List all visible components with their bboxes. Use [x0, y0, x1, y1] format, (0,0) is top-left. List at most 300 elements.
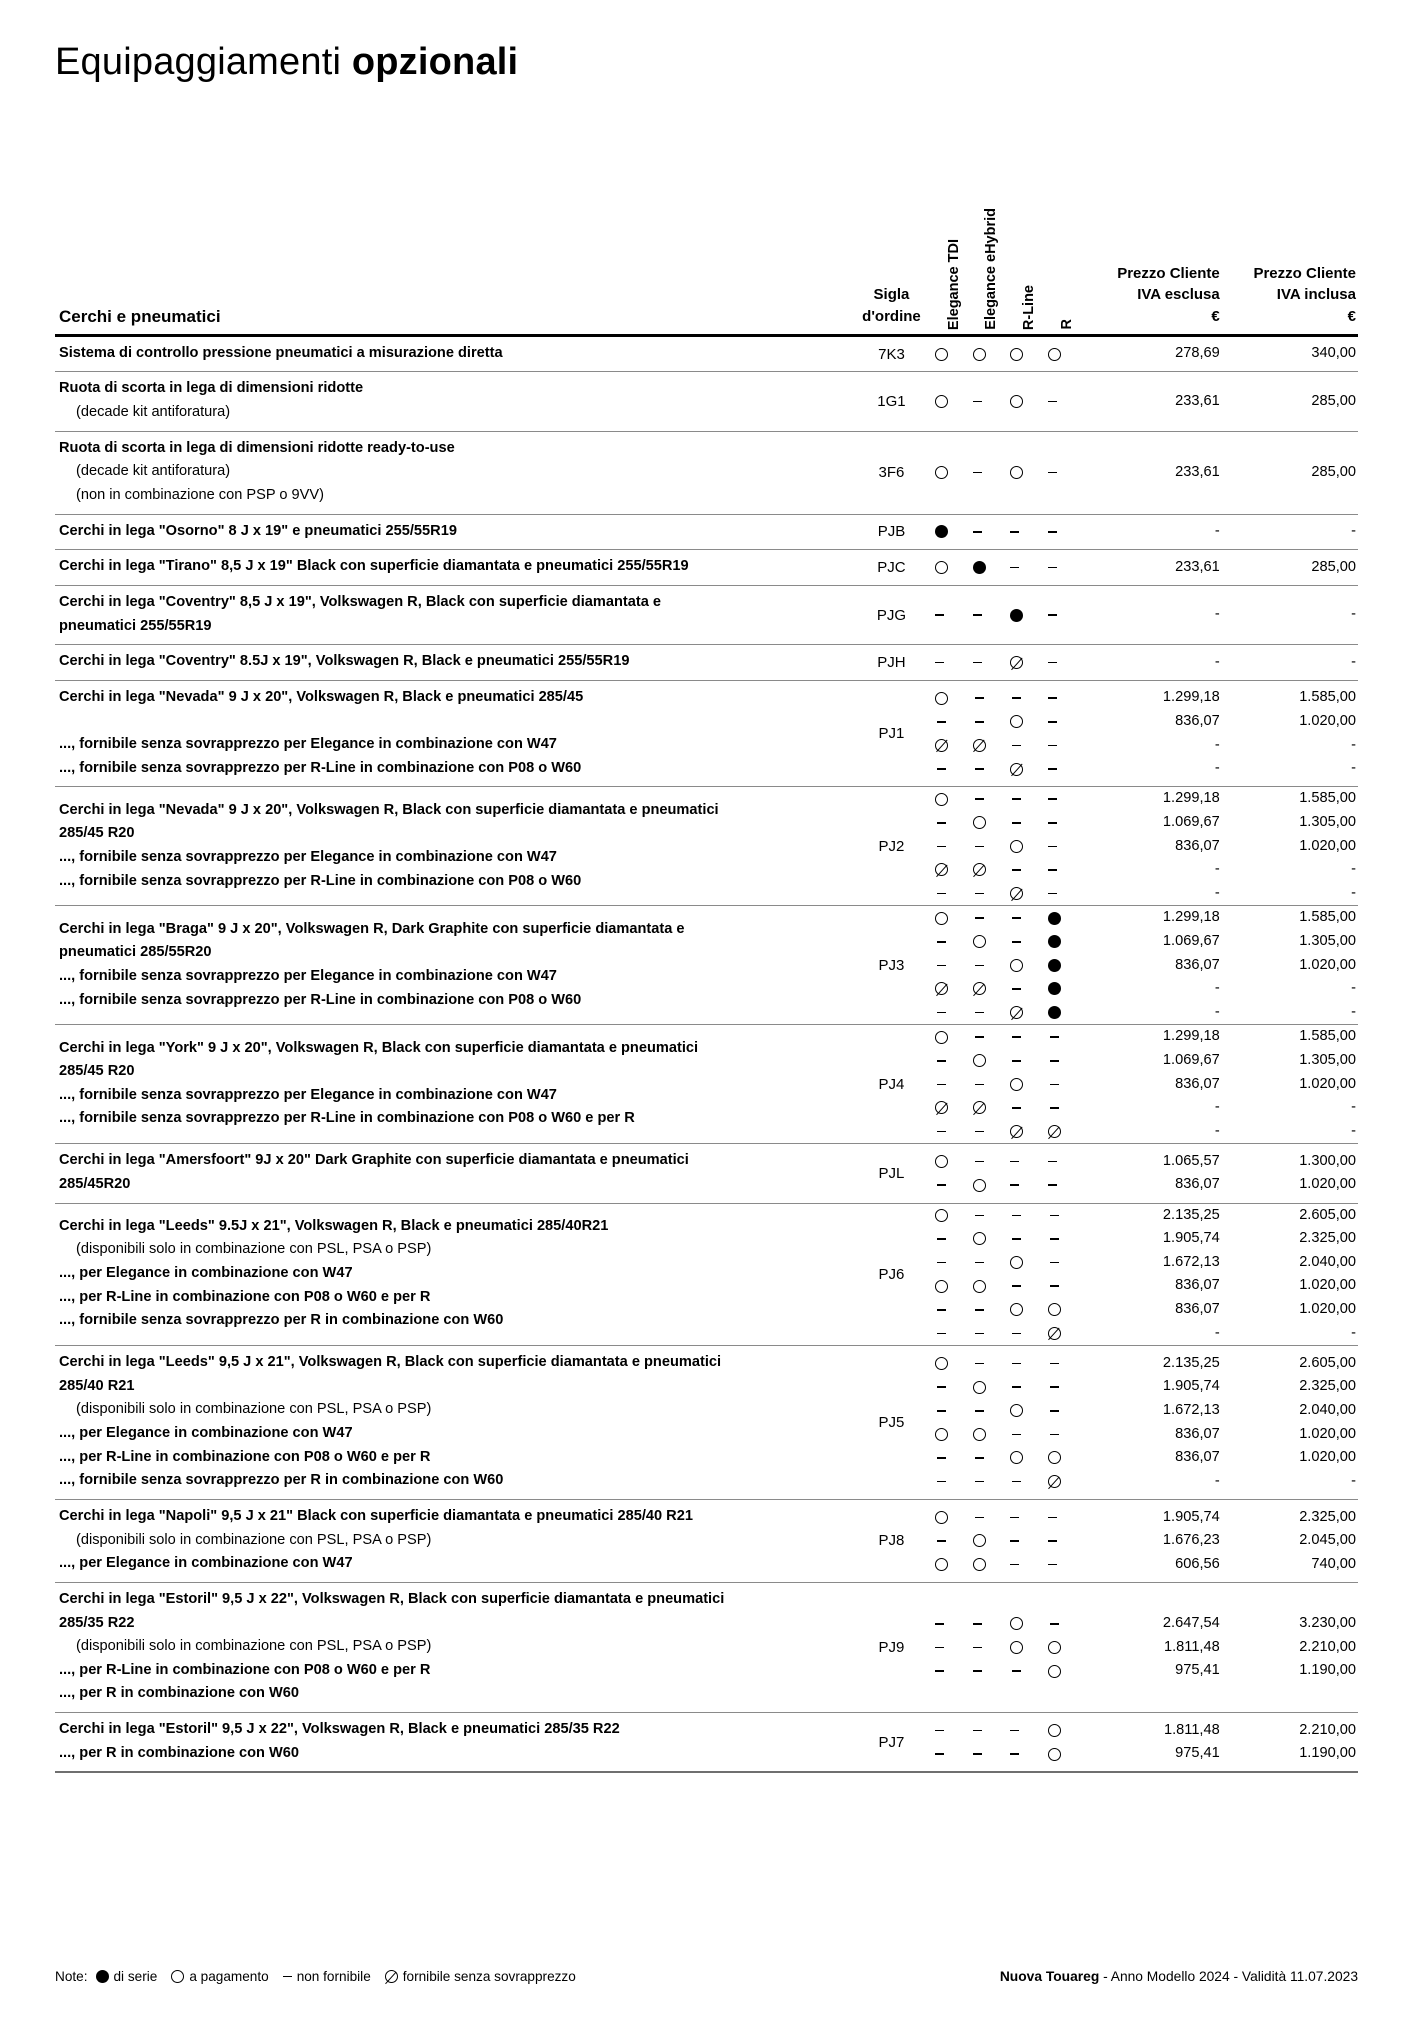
symbol-unavailable-icon: [975, 1131, 984, 1133]
availability-symbol: [973, 686, 986, 710]
availability-symbol: [973, 930, 986, 954]
symbol-paid-icon: [973, 348, 986, 361]
availability-cell: [1010, 335, 1048, 372]
price-value: 975,41: [1175, 1662, 1220, 1679]
availability-cell: [973, 906, 1011, 1025]
availability-symbol: [1010, 390, 1023, 414]
symbol-unavailable-icon: [1050, 1386, 1059, 1388]
availability-symbol: [973, 1204, 986, 1228]
availability-symbol: [1010, 734, 1023, 758]
availability-symbol: [973, 461, 982, 485]
price-value: 1.585,00: [1299, 790, 1356, 807]
symbol-unavailable-icon: [975, 1517, 984, 1519]
description-line: Cerchi in lega "Estoril" 9,5 J x 22", Volkswagen R, Black e pneumatici 285/35 R22: [59, 1721, 620, 1738]
price-incl-cell: [1222, 787, 1358, 906]
price-value: 836,07: [1175, 837, 1220, 854]
availability-symbol: [973, 1612, 982, 1636]
row-description: [55, 1346, 848, 1500]
description-line: ..., fornibile senza sovrapprezzo per Elegance in combinazione con W47: [59, 1086, 557, 1103]
symbol-unavailable-icon: [975, 1084, 984, 1086]
legend-item: [96, 1969, 158, 1984]
availability-symbol: [935, 1251, 948, 1275]
rline-label: R-Line: [1020, 284, 1037, 330]
row-description: [55, 585, 848, 644]
availability-symbol: [1048, 882, 1057, 906]
price-incl-cell: [1222, 1144, 1358, 1203]
symbol-paid-icon: [935, 348, 948, 361]
description-line: Cerchi in lega "Coventry" 8.5J x 19", Volkswagen R, Black e pneumatici 255/55R19: [59, 653, 630, 670]
price-value: 836,07: [1175, 1449, 1220, 1466]
symbol-unavailable-icon: [1048, 401, 1057, 403]
availability-symbol: [1048, 1612, 1061, 1636]
symbol-unavailable-icon: [937, 846, 946, 848]
availability-symbol: [935, 1352, 948, 1376]
price-value: 1.020,00: [1299, 1075, 1356, 1092]
availability-symbol: [973, 1375, 986, 1399]
symbol-unavailable-icon: [1012, 869, 1021, 871]
price-excl-cell: [1086, 585, 1222, 644]
column-header-sigla: [848, 180, 935, 336]
order-code: PJ5: [848, 1346, 935, 1500]
availability-cell: [973, 787, 1011, 906]
availability-symbol: [935, 1001, 948, 1025]
availability-symbol: [973, 882, 986, 906]
symbol-unavailable-icon: [937, 1060, 946, 1062]
price-value: 836,07: [1175, 1075, 1220, 1092]
availability-symbol: [1010, 835, 1023, 859]
table-row: [55, 514, 1358, 550]
price-value: 836,07: [1175, 713, 1220, 730]
symbol-no-surcharge-icon: [973, 739, 986, 752]
symbol-unavailable-icon: [975, 893, 984, 895]
description-line: 285/40 R21: [59, 1377, 135, 1394]
table-row: [55, 431, 1358, 514]
availability-symbol: [973, 1636, 982, 1660]
row-description: [55, 372, 848, 431]
availability-symbol: [973, 906, 986, 930]
row-description: [55, 1582, 848, 1712]
availability-symbol: [935, 1553, 948, 1577]
price-value: -: [1351, 653, 1356, 670]
availability-symbol: [1048, 710, 1057, 734]
price-value: -: [1214, 736, 1220, 753]
symbol-unavailable-icon: [975, 798, 984, 800]
row-description: [55, 1713, 848, 1773]
availability-symbol: [935, 556, 948, 580]
price-excl-cell: [1086, 1500, 1222, 1583]
availability-cell: [1010, 585, 1048, 644]
description-line: Cerchi in lega "Nevada" 9 J x 20", Volkswagen R, Black con superficie diamantata e pneumatici: [59, 801, 719, 818]
price-value: -: [1351, 1324, 1356, 1341]
availability-symbol: [973, 710, 986, 734]
availability-symbol: [973, 1446, 986, 1470]
availability-symbol: [935, 906, 948, 930]
price-value: 1.020,00: [1299, 713, 1356, 730]
symbol-standard-icon: [1048, 959, 1061, 972]
availability-symbol: [973, 1742, 982, 1766]
availability-symbol: [1048, 1399, 1061, 1423]
price-excl-cell: [1086, 1346, 1222, 1500]
availability-symbol: [1048, 977, 1061, 1001]
availability-symbol: [973, 858, 986, 882]
description-line: Cerchi in lega "Napoli" 9,5 J x 21" Black con superficie diamantata e pneumatici 285/40 R21: [59, 1508, 693, 1524]
price-incl-line2: IVA inclusa: [1276, 286, 1356, 304]
availability-symbol: [973, 1423, 986, 1447]
availability-cell: [935, 680, 973, 787]
symbol-unavailable-icon: [1010, 1540, 1019, 1542]
price-incl-cell: [1222, 514, 1358, 550]
description-line: ..., per R-Line in combinazione con P08 o W60 e per R: [59, 1661, 431, 1678]
availability-symbol: [935, 1150, 948, 1174]
symbol-unavailable-icon: [975, 1012, 984, 1014]
symbol-unavailable-icon: [937, 822, 946, 824]
symbol-unavailable-icon: [937, 768, 946, 770]
availability-symbol: [935, 1470, 948, 1494]
symbol-unavailable-icon: [283, 1976, 292, 1978]
price-value: 1.020,00: [1299, 837, 1356, 854]
availability-cell: [1010, 906, 1048, 1025]
symbol-unavailable-icon: [937, 1084, 946, 1086]
price-value: 285,00: [1311, 392, 1356, 409]
price-incl-cell: [1222, 1203, 1358, 1346]
row-description: [55, 550, 848, 586]
symbol-unavailable-icon: [1012, 917, 1021, 919]
symbol-unavailable-icon: [1050, 1262, 1059, 1264]
availability-symbol: [1010, 1025, 1023, 1049]
availability-cell: [973, 1025, 1011, 1144]
row-description: [55, 514, 848, 550]
availability-symbol: [1010, 1227, 1023, 1251]
description-line: ..., fornibile senza sovrapprezzo per R-Line in combinazione con P08 o W60: [59, 872, 582, 889]
availability-cell: [973, 1346, 1011, 1500]
price-value: 836,07: [1175, 956, 1220, 973]
row-description: [55, 787, 848, 906]
price-excl-line1: Prezzo Cliente: [1117, 264, 1220, 282]
availability-symbol: [935, 734, 948, 758]
description-line: Ruota di scorta in lega di dimensioni ridotte ready-to-use: [59, 439, 455, 456]
symbol-unavailable-icon: [1012, 1107, 1021, 1109]
sigla-line2: d'ordine: [862, 308, 921, 326]
symbol-no-surcharge-icon: [935, 1101, 948, 1114]
price-value: -: [1214, 606, 1220, 623]
availability-symbol: [935, 520, 948, 544]
availability-symbol: [935, 1506, 948, 1530]
availability-symbol: [1048, 1274, 1061, 1298]
availability-symbol: [973, 556, 986, 580]
availability-symbol: [1010, 1470, 1023, 1494]
symbol-standard-icon: [973, 561, 986, 574]
symbol-paid-icon: [935, 1428, 948, 1441]
availability-symbol: [935, 757, 948, 781]
column-header-elegance-tdi: [935, 180, 973, 336]
availability-symbol: [935, 1120, 948, 1144]
symbol-unavailable-icon: [1048, 1564, 1057, 1566]
availability-symbol: [935, 1096, 948, 1120]
availability-symbol: [935, 1742, 944, 1766]
availability-symbol: [935, 1298, 948, 1322]
price-value: -: [1351, 1472, 1356, 1489]
symbol-unavailable-icon: [1050, 1084, 1059, 1086]
availability-symbol: [973, 1352, 986, 1376]
symbol-unavailable-icon: [1010, 1753, 1019, 1755]
availability-cell: [973, 1582, 1011, 1712]
symbol-unavailable-icon: [1048, 614, 1057, 616]
availability-cell: [1010, 1713, 1048, 1773]
availability-cell: [973, 645, 1011, 681]
availability-symbol: [1048, 1298, 1061, 1322]
price-value: -: [1214, 861, 1220, 878]
symbol-unavailable-icon: [1012, 1670, 1021, 1672]
symbol-paid-icon: [935, 1031, 948, 1044]
price-value: 740,00: [1311, 1555, 1356, 1572]
description-line: 285/45 R20: [59, 1063, 135, 1080]
availability-symbol: [973, 1049, 986, 1073]
symbol-paid-icon: [1010, 959, 1023, 972]
price-value: -: [1351, 861, 1356, 878]
symbol-unavailable-icon: [1048, 893, 1057, 895]
description-line: ..., per R in combinazione con W60: [59, 1685, 300, 1702]
symbol-no-surcharge-icon: [973, 863, 986, 876]
symbol-unavailable-icon: [1048, 798, 1057, 800]
symbol-unavailable-icon: [1010, 567, 1019, 569]
price-value: 1.069,67: [1162, 1051, 1220, 1068]
availability-symbol: [935, 1375, 948, 1399]
description-line: ..., per R-Line in combinazione con P08 o W60 e per R: [59, 1448, 431, 1465]
availability-cell: [935, 645, 973, 681]
availability-symbol: [1048, 906, 1061, 930]
availability-symbol: [973, 1322, 986, 1346]
availability-symbol: [1048, 930, 1061, 954]
price-value: 2.605,00: [1299, 1206, 1356, 1223]
symbol-unavailable-icon: [937, 1238, 946, 1240]
price-value: 1.069,67: [1162, 932, 1220, 949]
symbol-unavailable-icon: [937, 1131, 946, 1133]
price-value: -: [1214, 653, 1220, 670]
availability-symbol: [935, 1173, 948, 1197]
price-value: 1.672,13: [1162, 1253, 1220, 1270]
description-line: (disponibili solo in combinazione con PSL, PSA o PSP): [76, 1241, 432, 1258]
symbol-paid-icon: [1048, 1665, 1061, 1678]
availability-symbol: [973, 1150, 986, 1174]
table-row: [55, 335, 1358, 372]
symbol-unavailable-icon: [937, 1457, 946, 1459]
availability-cell: [1048, 787, 1086, 906]
table-row: [55, 372, 1358, 431]
description-line: (decade kit antiforatura): [76, 404, 231, 421]
price-value: 1.585,00: [1299, 689, 1356, 706]
availability-symbol: [1010, 1096, 1023, 1120]
symbol-unavailable-icon: [937, 893, 946, 895]
availability-symbol: [1048, 1375, 1061, 1399]
symbol-paid-icon: [1010, 840, 1023, 853]
symbol-paid-icon: [171, 1970, 184, 1983]
availability-symbol: [973, 1274, 986, 1298]
price-excl-cell: [1086, 645, 1222, 681]
symbol-paid-icon: [1010, 1303, 1023, 1316]
symbol-unavailable-icon: [1048, 869, 1057, 871]
availability-symbol: [1010, 930, 1023, 954]
availability-cell: [973, 372, 1011, 431]
symbol-unavailable-icon: [975, 917, 984, 919]
symbol-paid-icon: [935, 692, 948, 705]
symbol-unavailable-icon: [975, 1309, 984, 1311]
availability-symbol: [1048, 651, 1057, 675]
symbol-unavailable-icon: [1012, 941, 1021, 943]
order-code: PJL: [848, 1144, 935, 1203]
price-value: 2.135,25: [1162, 1354, 1220, 1371]
legend-item: [171, 1969, 268, 1984]
symbol-unavailable-icon: [937, 941, 946, 943]
description-line: Sistema di controllo pressione pneumatici a misurazione diretta: [59, 344, 503, 361]
price-excl-cell: [1086, 1713, 1222, 1773]
symbol-unavailable-icon: [1012, 1333, 1021, 1335]
symbol-unavailable-icon: [973, 531, 982, 533]
price-incl-cell: [1222, 372, 1358, 431]
availability-cell: [1010, 1144, 1048, 1203]
symbol-standard-icon: [1048, 912, 1061, 925]
price-incl-cell: [1222, 906, 1358, 1025]
availability-symbol: [1010, 1506, 1019, 1530]
availability-cell: [935, 1144, 973, 1203]
availability-symbol: [1048, 1470, 1061, 1494]
symbol-paid-icon: [973, 816, 986, 829]
symbol-no-surcharge-icon: [973, 1101, 986, 1114]
symbol-paid-icon: [935, 1357, 948, 1370]
symbol-unavailable-icon: [1010, 1184, 1019, 1186]
column-header-elegance-ehybrid: [973, 180, 1011, 336]
availability-symbol: [1010, 757, 1023, 781]
price-excl-cell: [1086, 906, 1222, 1025]
symbol-no-surcharge-icon: [973, 982, 986, 995]
order-code: PJH: [848, 645, 935, 681]
price-value: -: [1351, 523, 1356, 540]
symbol-no-surcharge-icon: [1048, 1125, 1061, 1138]
price-incl-cell: [1222, 431, 1358, 514]
availability-symbol: [935, 1612, 944, 1636]
price-value: 233,61: [1175, 392, 1220, 409]
symbol-unavailable-icon: [973, 1753, 982, 1755]
page-title: [55, 42, 1358, 84]
availability-symbol: [973, 390, 982, 414]
symbol-paid-icon: [935, 1155, 948, 1168]
price-value: -: [1351, 1122, 1356, 1139]
symbol-unavailable-icon: [1012, 988, 1021, 990]
availability-symbol: [1048, 1553, 1057, 1577]
symbol-paid-icon: [1010, 1404, 1023, 1417]
price-value: -: [1214, 1099, 1220, 1116]
symbol-paid-icon: [973, 1232, 986, 1245]
availability-symbol: [973, 811, 986, 835]
price-value: 285,00: [1311, 558, 1356, 575]
availability-symbol: [935, 811, 948, 835]
availability-symbol: [1048, 811, 1057, 835]
description-line: [59, 709, 842, 733]
price-excl-cell: [1086, 335, 1222, 372]
availability-cell: [1010, 550, 1048, 586]
table-row: [55, 550, 1358, 586]
row-description: [55, 1025, 848, 1144]
symbol-unavailable-icon: [935, 1730, 944, 1732]
price-excl-cell: [1086, 1144, 1222, 1203]
symbol-unavailable-icon: [973, 614, 982, 616]
availability-symbol: [935, 1423, 948, 1447]
symbol-paid-icon: [973, 1054, 986, 1067]
price-value: 2.135,25: [1162, 1206, 1220, 1223]
symbol-unavailable-icon: [975, 965, 984, 967]
symbol-unavailable-icon: [1012, 697, 1021, 699]
table-header: [55, 180, 1358, 336]
availability-symbol: [1010, 1073, 1023, 1097]
symbol-unavailable-icon: [1050, 1215, 1059, 1217]
availability-symbol: [1010, 1322, 1023, 1346]
availability-symbol: [973, 1001, 986, 1025]
price-value: 975,41: [1175, 1745, 1220, 1762]
description-line: Cerchi in lega "Coventry" 8,5 J x 19", Volkswagen R, Black con superficie diamantata e: [59, 593, 662, 610]
availability-symbol: [1048, 1322, 1061, 1346]
description-line: Cerchi in lega "Estoril" 9,5 J x 22", Volkswagen R, Black con superficie diamantata e pneumatici: [59, 1590, 725, 1607]
symbol-standard-icon: [935, 525, 948, 538]
symbol-unavailable-icon: [1048, 745, 1057, 747]
availability-cell: [1010, 1500, 1048, 1583]
price-value: -: [1214, 1324, 1220, 1341]
price-value: -: [1214, 760, 1220, 777]
availability-symbol: [935, 882, 948, 906]
availability-symbol: [1010, 1636, 1023, 1660]
availability-cell: [935, 431, 973, 514]
price-value: 285,00: [1311, 463, 1356, 480]
symbol-unavailable-icon: [975, 1457, 984, 1459]
availability-symbol: [1010, 954, 1023, 978]
page-title-bold: opzionali: [351, 41, 519, 83]
row-description: [55, 680, 848, 787]
availability-symbol: [1010, 1529, 1019, 1553]
column-header-price-excl: [1086, 180, 1222, 336]
symbol-unavailable-icon: [975, 768, 984, 770]
description-line: ..., per Elegance in combinazione con W47: [59, 1555, 353, 1572]
availability-symbol: [1048, 342, 1061, 366]
price-value: 836,07: [1175, 1277, 1220, 1294]
description-line: ..., fornibile senza sovrapprezzo per R-Line in combinazione con P08 o W60: [59, 759, 582, 776]
order-code: 3F6: [848, 431, 935, 514]
price-value: 606,56: [1175, 1555, 1220, 1572]
table-row: [55, 1346, 1358, 1500]
symbol-paid-icon: [1048, 1748, 1061, 1761]
price-value: 1.305,00: [1299, 813, 1356, 830]
price-value: 1.811,48: [1164, 1638, 1220, 1655]
symbol-standard-icon: [1048, 1006, 1061, 1019]
availability-symbol: [935, 835, 948, 859]
row-description: [55, 1500, 848, 1583]
description-line: ..., per Elegance in combinazione con W47: [59, 1265, 353, 1282]
description-line: Cerchi in lega "Osorno" 8 J x 19" e pneumatici 255/55R19: [59, 522, 457, 539]
price-incl-currency: €: [1347, 308, 1356, 326]
availability-symbol: [1010, 1553, 1019, 1577]
description-line: Cerchi in lega "Leeds" 9.5J x 21", Volkswagen R, Black e pneumatici 285/40R21: [59, 1217, 609, 1234]
price-value: -: [1351, 760, 1356, 777]
symbol-paid-icon: [1010, 466, 1023, 479]
availability-symbol: [973, 1529, 986, 1553]
availability-symbol: [1048, 734, 1057, 758]
table-row: [55, 1582, 1358, 1712]
symbol-unavailable-icon: [935, 1647, 944, 1649]
availability-symbol: [1010, 1049, 1023, 1073]
description-line: Cerchi in lega "Braga" 9 J x 20", Volkswagen R, Dark Graphite con superficie diamantata e: [59, 920, 685, 937]
availability-symbol: [935, 1719, 944, 1743]
availability-cell: [973, 550, 1011, 586]
symbol-unavailable-icon: [935, 662, 944, 664]
price-value: -: [1351, 1099, 1356, 1116]
table-row: [55, 1713, 1358, 1773]
